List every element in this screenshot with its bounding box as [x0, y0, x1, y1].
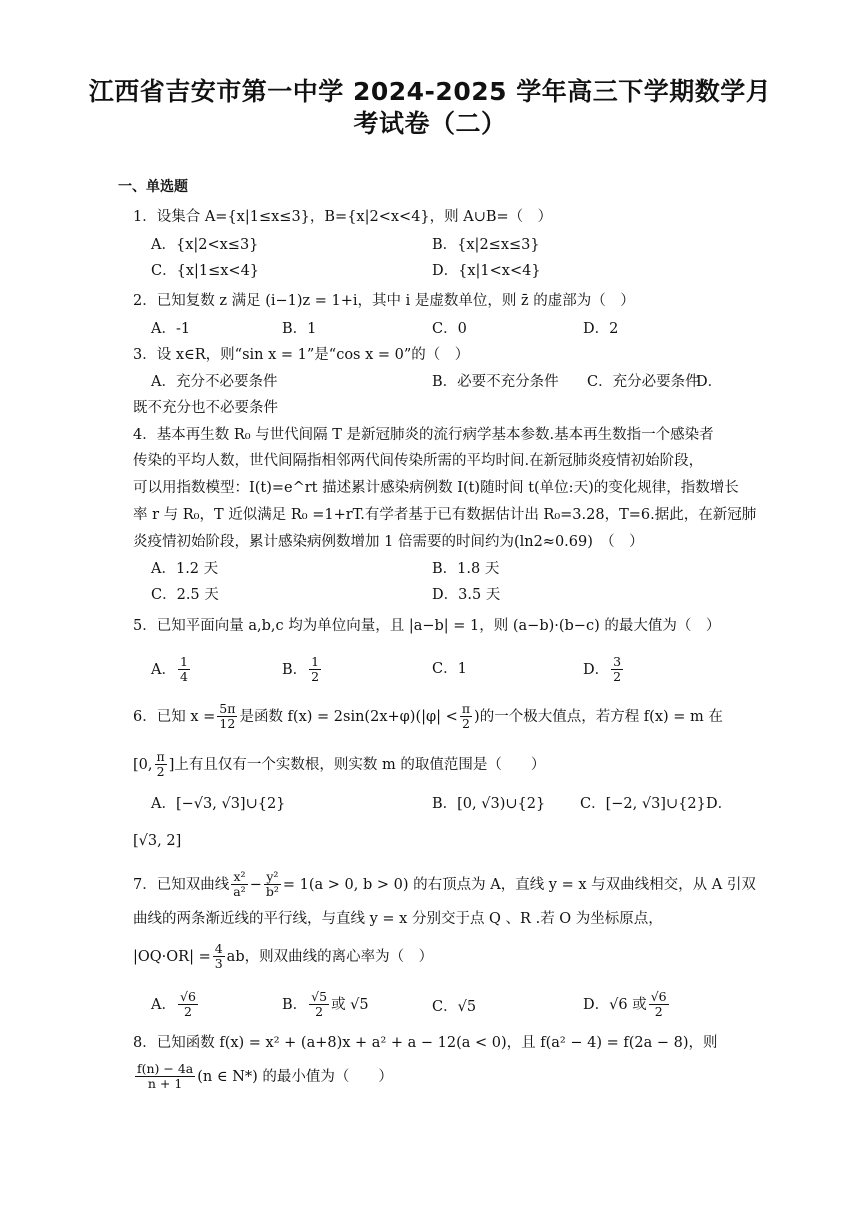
question-3-option-b: B．必要不充分条件 [432, 374, 559, 390]
document-title-line2: 考试卷（二） [353, 109, 507, 138]
question-5-option-d [583, 655, 625, 685]
question-1-option-b: B．{x|2≤x≤3} [432, 237, 540, 253]
question-3-option-d-label: D． [696, 374, 723, 390]
option-d-label: D． [583, 661, 610, 678]
question-5-option-b [282, 655, 323, 685]
question-4-option-b: B．1.8 天 [432, 561, 500, 577]
question-7-option-a: A． $\frac{√6}{2}$ [151, 989, 196, 1020]
question-4-stem-line3: 可以用指数模型：I(t)=e^rt 描述累计感染病例数 I(t)随时间 t(单位:天)的变化规律，指数增长 [133, 480, 739, 496]
question-7-option-c: C．√5 [432, 999, 477, 1015]
question-6-option-c: C．[−2, √3]∪{2} [580, 796, 706, 812]
question-2-option-a: A．-1 [151, 321, 191, 337]
question-2-option-c: C．0 [432, 321, 467, 337]
document-title-line1: 江西省吉安市第一中学 2024-2025 学年高三下学期数学月 [88, 77, 772, 106]
question-7-option-b: B． $\frac{√5}{2}$ 或 √5 [282, 989, 369, 1020]
question-4-stem-line1: 4．基本再生数 R₀ 与世代间隔 T 是新冠肺炎的流行病学基本参数.基本再生数指一个感染者 [133, 427, 714, 443]
fraction: $\frac{1}{2}$ [311, 654, 320, 685]
question-6-stem-line2: [0, $\frac{\pi}{2}$ ]上有且仅有一个实数根，则实数 m 的取值范围是（ ） [133, 749, 546, 780]
question-1-option-d: D．{x|1<x<4} [432, 263, 541, 279]
question-6-stem-line1: 6．已知 x = $\frac{5\pi}{12}$ 是函数 f(x) = 2sin(2x+φ)(|φ| < $\frac{\pi}{2}$ )的一个极大值点，若方程 f(x) = m 在 [133, 701, 723, 732]
question-6-option-d-label: D． [706, 796, 733, 812]
question-4-option-c: C．2.5 天 [151, 587, 219, 603]
question-6-option-a: A．[−√3, √3]∪{2} [151, 796, 286, 812]
question-4-option-a: A．1.2 天 [151, 561, 219, 577]
option-a-label: A． [151, 661, 176, 678]
fraction: $\frac{1}{4}$ [179, 654, 188, 685]
question-4-option-d: D．3.5 天 [432, 587, 501, 603]
question-4-stem-line5: 炎疫情初始阶段，累计感染病例数增加 1 倍需要的时间约为(ln2≈0.69) （ ） [133, 534, 644, 550]
question-3-stem: 3．设 x∈R，则“sin x = 1”是“cos x = 0”的（ ） [133, 347, 470, 363]
question-7-stem-line2: 曲线的两条渐近线的平行线，与直线 y = x 分别交于点 Q 、R .若 O 为坐标原点， [133, 911, 663, 927]
question-2-option-b: B．1 [282, 321, 317, 337]
question-7-stem-line1: 7．已知双曲线 $\frac{\text{x²}}{\text{a²}}$ − $\frac{\text{y²}}{\text{b²}}$ = 1(a > 0, b > 0) 的右顶点为 A，直线 y = x 与双曲线相交，从 A 引双 [133, 869, 756, 900]
question-7-option-d: D．√6 或 $\frac{√6}{2}$ [583, 989, 667, 1020]
option-b-label: B． [282, 661, 308, 678]
question-3-option-d-text: 既不充分也不必要条件 [133, 400, 278, 416]
question-8-stem-line1: 8．已知函数 f(x) = x² + (a+8)x + a² + a − 12(a < 0)，且 f(a² − 4) = f(2a − 8)，则 [133, 1035, 718, 1051]
question-5-option-c: C．1 [432, 661, 467, 677]
question-2-option-d: D．2 [583, 321, 619, 337]
question-1-stem: 1．设集合 A={x|1≤x≤3}，B={x|2<x<4}，则 A∪B=（ ） [133, 209, 553, 225]
question-3-option-c: C．充分必要条件 [587, 374, 700, 390]
question-1-option-a: A．{x|2<x≤3} [151, 237, 259, 253]
section-heading: 一、单选题 [118, 179, 188, 195]
question-3-option-a: A．充分不必要条件 [151, 374, 278, 390]
fraction: $\frac{3}{2}$ [613, 654, 622, 685]
question-6-option-d-text: [√3, 2] [133, 833, 182, 849]
question-5-stem: 5．已知平面向量 a,b,c 均为单位向量，且 |a−b| = 1，则 (a−b)·(b−c) 的最大值为（ ） [133, 618, 721, 634]
question-8-stem-line2: $\frac{f(n) - 4a}{n + 1}$ (n ∈ N*) 的最小值为（ ） [137, 1061, 393, 1092]
question-4-stem-line4: 率 r 与 R₀，T 近似满足 R₀ =1+rT.有学者基于已有数据估计出 R₀=3.28，T=6.据此，在新冠肺 [133, 507, 757, 523]
question-5-option-a [151, 655, 192, 685]
question-1-option-c: C．{x|1≤x<4} [151, 263, 260, 279]
question-6-option-b: B．[0, √3)∪{2} [432, 796, 546, 812]
question-7-stem-line3: |OQ·OR| = $\frac{4}{3}$ ab，则双曲线的离心率为（ ） [133, 941, 434, 972]
question-4-stem-line2: 传染的平均人数，世代间隔指相邻两代间传染所需的平均时间.在新冠肺炎疫情初始阶段， [133, 453, 704, 469]
question-2-stem: 2．已知复数 z 满足 (i−1)z = 1+i，其中 i 是虚数单位，则 z̄ 的虚部为（ ） [133, 293, 635, 309]
